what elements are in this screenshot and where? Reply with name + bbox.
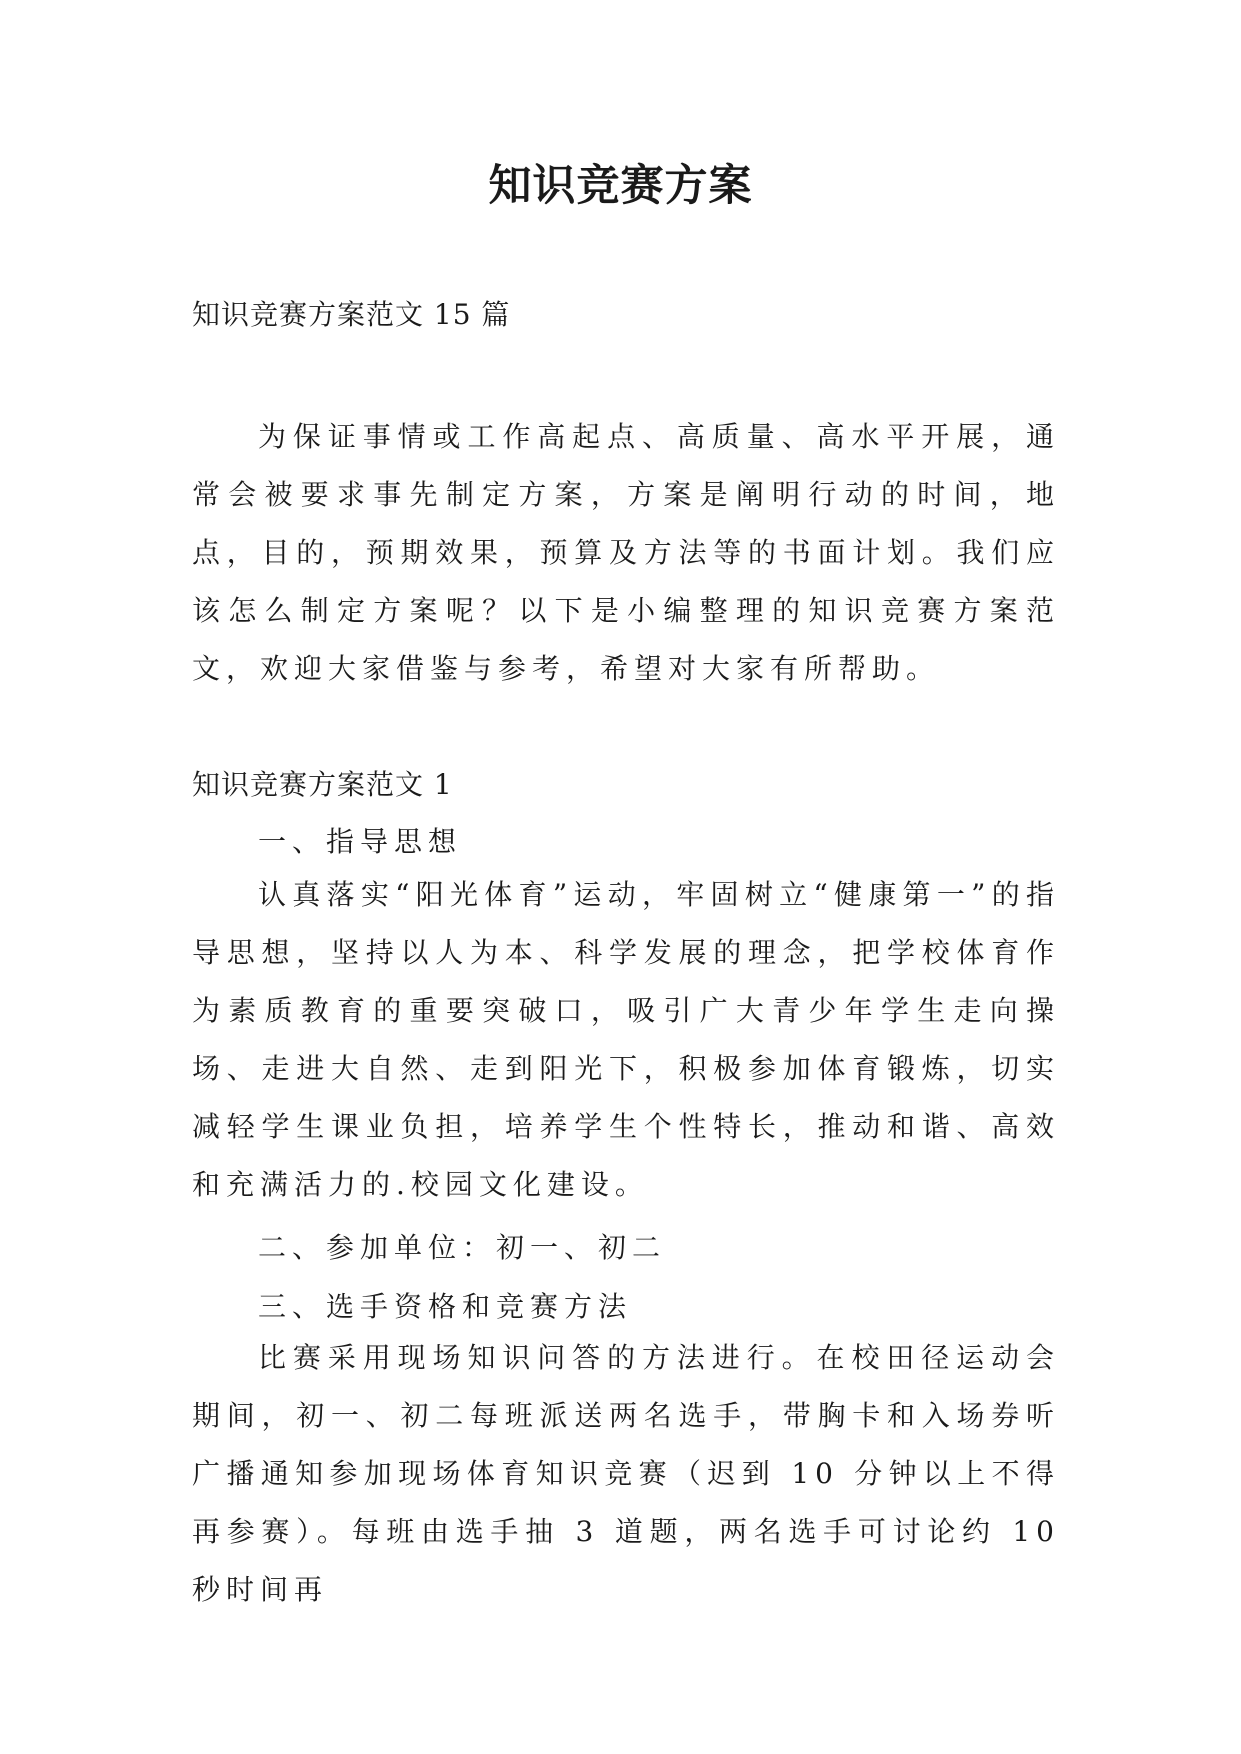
section-title: 知识竞赛方案范文 1 <box>192 768 453 801</box>
heading-competition-method: 三、选手资格和竞赛方法 <box>258 1290 633 1323</box>
document-subtitle: 知识竞赛方案范文 15 篇 <box>192 298 511 331</box>
heading-guiding-ideology: 一、指导思想 <box>258 825 463 858</box>
intro-paragraph: 为保证事情或工作高起点、高质量、高水平开展，通常会被要求事先制定方案，方案是阐明行动的时间，地点，目的，预期效果，预算及方法等的书面计划。我们应该怎么制定方案呢？以下是小编整理的知识竞赛方案范文，欢迎大家借鉴与参考，希望对大家有所帮助。 <box>192 420 1060 685</box>
paragraph-competition-method: 比赛采用现场知识问答的方法进行。在校田径运动会期间，初一、初二每班派送两名选手，带胸卡和入场券听广播通知参加现场体育知识竞赛（迟到 10 分钟以上不得再参赛）。每班由选手抽 3 道题，两名选手可讨论约 10 秒时间再 <box>192 1341 1060 1606</box>
paragraph-guiding-ideology: 认真落实“阳光体育”运动，牢固树立“健康第一”的指导思想，坚持以人为本、科学发展的理念，把学校体育作为素质教育的重要突破口，吸引广大青少年学生走向操场、走进大自然、走到阳光下，积极参加体育锻炼，切实减轻学生课业负担，培养学生个性特长，推动和谐、高效和充满活力的.校园文化建设。 <box>192 878 1060 1201</box>
heading-participants: 二、参加单位：初一、初二 <box>258 1231 667 1264</box>
document-title: 知识竞赛方案 <box>488 161 753 211</box>
